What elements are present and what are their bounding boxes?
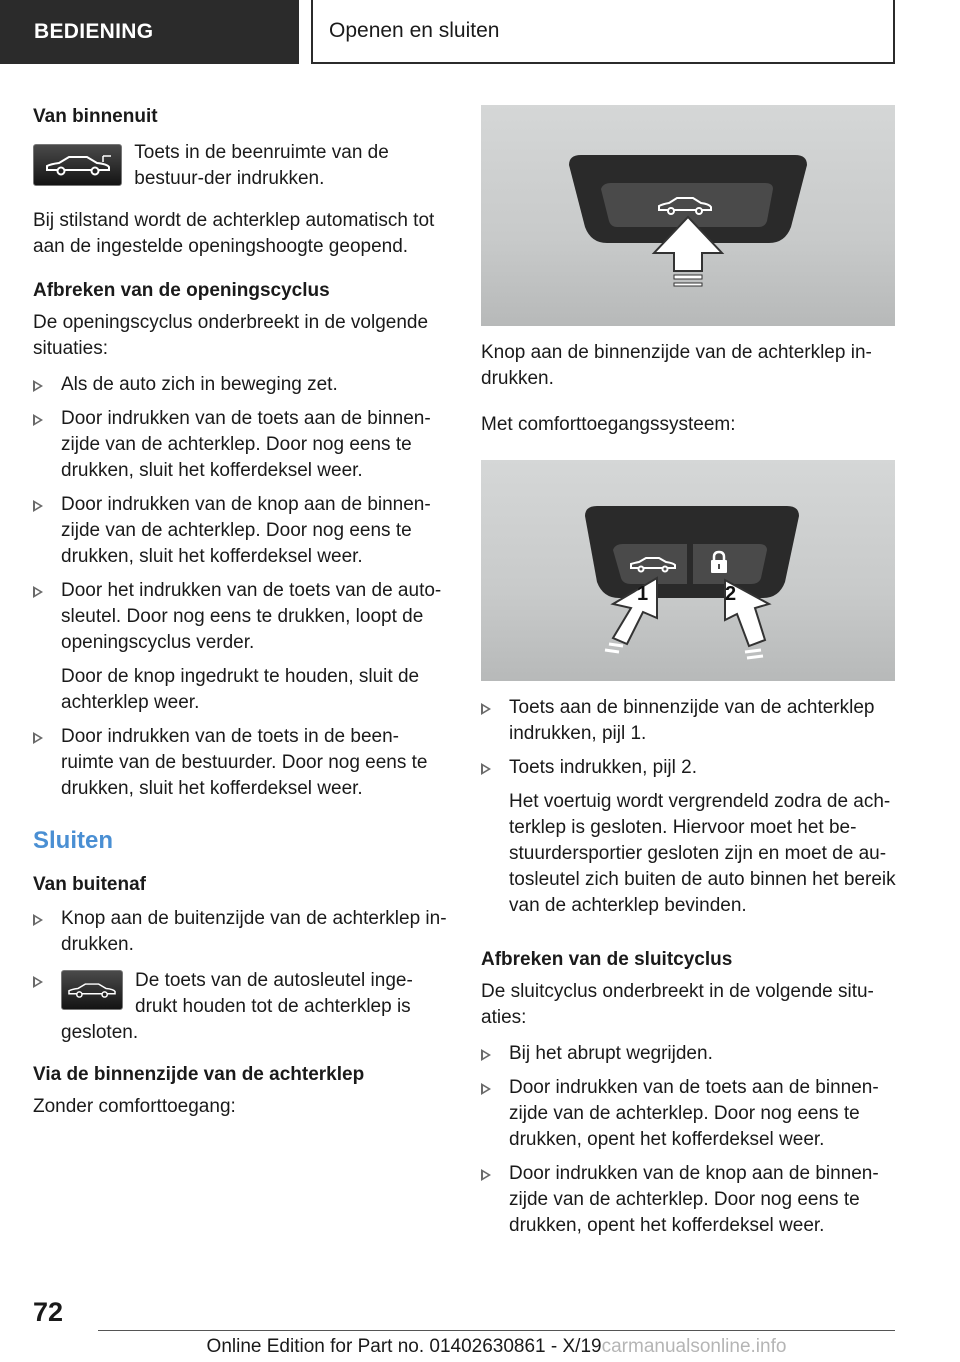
list-item: Toets indrukken, pijl 2. Het voertuig wordt vergrendeld zodra de ach-terklep is gesloten. Hiervoor moet het be-stuurdersportier gesloten zijn en moet de au-tosleutel zich buiten de auto binnen het bereik van de achterklep bevinden. [481,755,897,919]
triangle-bullet-icon [481,703,491,715]
triangle-bullet-icon [33,586,43,598]
list-item: Door indrukken van de knop aan de binnen-zijde van de achterklep. Door nog eens te drukken, opent het kofferdeksel weer. [481,1161,897,1239]
watermark: carmanualsonline.info [601,1336,787,1357]
list-item [33,968,448,1046]
triangle-bullet-icon [481,1169,491,1181]
tailgate-button-photo [481,105,895,326]
car-tailgate-icon [61,970,123,1010]
triangle-bullet-icon [481,1049,491,1061]
list-item: Bij het abrupt wegrijden. [481,1041,897,1067]
triangle-bullet-icon [481,1083,491,1095]
list-item: Door indrukken van de toets aan de binnen-zijde van de achterklep. Door nog eens te drukken, opent het kofferdeksel weer. [481,1075,897,1153]
car-tailgate-icon [33,144,122,186]
heading-abort-opening: Afbreken van de openingscyclus [33,280,330,301]
paragraph-with-comfort: Met comforttoegangssysteem: [481,414,736,435]
right-column [481,105,897,1239]
list-item-extra: Door de knop ingedrukt te houden, sluit de achterklep weer. [61,666,420,713]
section-tab: BEDIENING [0,0,299,64]
footer-edition [98,1336,895,1358]
triangle-bullet-icon [33,380,43,392]
paragraph-abort-closing-intro: De sluitcyclus onderbreekt in de volgende situ-aties: [481,981,874,1028]
triangle-bullet-icon [33,976,43,988]
heading-from-outside: Van buitenaf [33,874,146,895]
list-item: Knop aan de buitenzijde van de achterklep in-drukken. [33,906,448,958]
paragraph-without-comfort: Zonder comforttoegang: [33,1096,236,1117]
list-item: Door indrukken van de knop aan de binnen-zijde van de achterklep. Door nog eens te drukken, sluit het kofferdeksel weer. [33,492,448,570]
icon-instruction-1 [33,144,448,192]
page-number: 72 [33,1297,64,1327]
footer-divider [98,1330,895,1331]
instruction-key-text: De toets van de autosleutel inge-drukt houden tot de achterklep is [135,970,413,1017]
arrow-label-1: 1 [637,583,649,605]
left-column [33,100,448,1120]
list-abort-closing [481,1041,897,1239]
heading-inside-tailgate: Via de binnenzijde van de achterklep [33,1064,365,1085]
heading-abort-closing: Afbreken van de sluitcyclus [481,949,733,970]
caption-inside-button: Knop aan de binnenzijde van de achterklep in-drukken. [481,342,872,389]
heading-close: Sluiten [33,827,114,854]
list-item: Door het indrukken van de toets van de auto-sleutel. Door nog eens te drukken, loopt de openingscyclus verder. Door de knop ingedrukt te houden, sluit de achterklep weer. [33,578,448,716]
triangle-bullet-icon [33,732,43,744]
list-item: Door indrukken van de toets in de been-ruimte van de bestuurder. Door nog eens te drukken, sluit het kofferdeksel weer. [33,724,448,802]
list-item-extra: Het voertuig wordt vergrendeld zodra de ach-terklep is gesloten. Hiervoor moet het be-stuurdersportier gesloten zijn en moet de au-tosleutel zich buiten de auto binnen het bereik van de achterklep bevinden. [509,791,896,916]
chapter-title: Openen en sluiten [311,0,895,64]
paragraph-standstill: Bij stilstand wordt de achterklep automatisch tot aan de ingestelde openingshoogte geopend. [33,210,435,257]
arrow-label-2: 2 [725,583,737,605]
triangle-bullet-icon [33,414,43,426]
list-comfort [481,695,897,919]
icon-instruction-2 [61,968,448,1020]
list-item: Als de auto zich in beweging zet. [33,372,448,398]
list-item: Toets aan de binnenzijde van de achterklep indrukken, pijl 1. [481,695,897,747]
list-close [33,906,448,1046]
list-item: Door indrukken van de toets aan de binnen-zijde van de achterklep. Door nog eens te drukken, sluit het kofferdeksel weer. [33,406,448,484]
heading-from-inside: Van binnenuit [33,106,158,127]
triangle-bullet-icon [481,763,491,775]
instruction-footwell-text: Toets in de beenruimte van de bestuur-der indrukken. [134,142,389,189]
paragraph-abort-opening-intro: De openingscyclus onderbreekt in de volgende situaties: [33,312,429,359]
comfort-access-buttons-photo [481,460,895,681]
instruction-key-tail: gesloten. [61,1022,139,1043]
triangle-bullet-icon [33,914,43,926]
edition-text: Online Edition for Part no. 01402630861 - X/19 [206,1336,602,1357]
list-abort-opening [33,372,448,802]
triangle-bullet-icon [33,500,43,512]
